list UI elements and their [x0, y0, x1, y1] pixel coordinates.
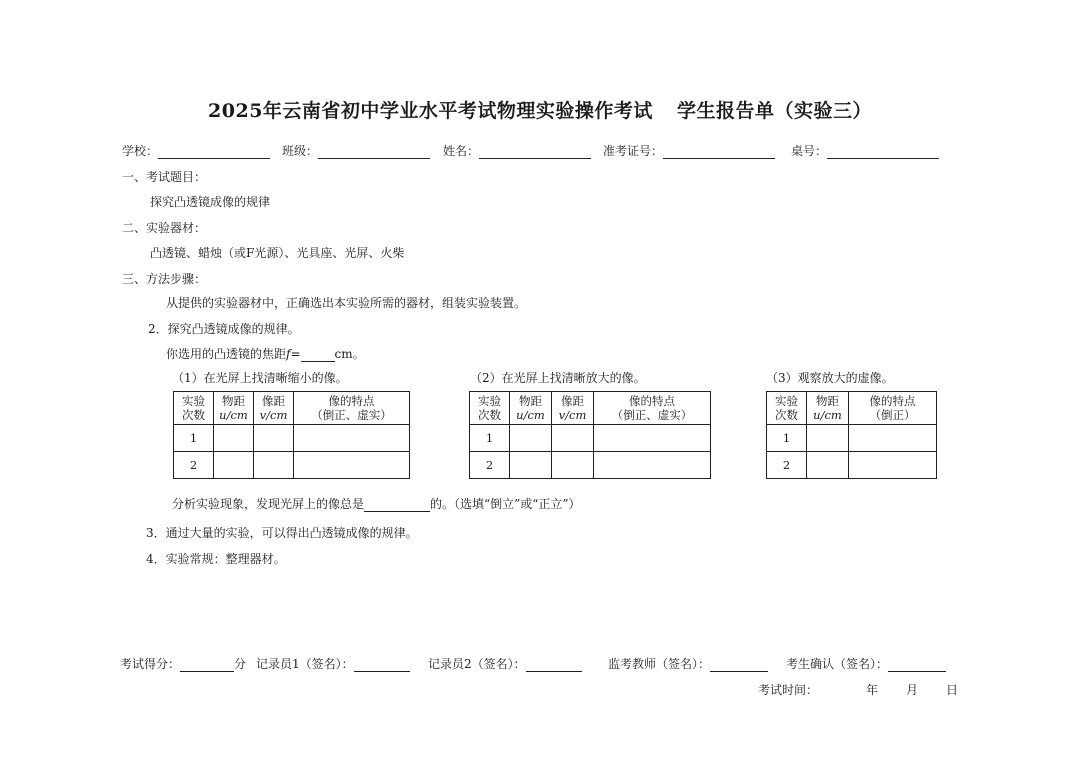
recorder2-label: 记录员2（签名）：: [428, 657, 526, 671]
exam-time-label: 考试时间：: [758, 683, 819, 697]
title-sub: 学生报告单（实验三）: [676, 100, 872, 122]
cell-input[interactable]: [594, 452, 711, 479]
student-field: [786, 655, 946, 672]
name-input-line[interactable]: [479, 145, 591, 159]
year-label: 年: [866, 683, 879, 697]
cell-input[interactable]: [594, 425, 711, 452]
desk-input-line[interactable]: [827, 145, 939, 159]
table-row: [767, 452, 937, 479]
sub3-heading: （3）观察放大的虚像。: [766, 371, 894, 385]
class-field: [282, 142, 430, 159]
sub1-heading: （1）在光屏上找清晰缩小的像。: [172, 371, 348, 385]
cell-input[interactable]: [294, 452, 410, 479]
section1-content: 探究凸透镜成像的规律: [150, 195, 271, 209]
cell-input[interactable]: [294, 425, 410, 452]
recorder2-field: [428, 655, 582, 672]
focal-eq: =: [290, 347, 301, 361]
school-input-line[interactable]: [158, 145, 270, 159]
header-image-feature: 像的特点 （倒正）: [849, 392, 937, 425]
table-header-row: [470, 392, 711, 425]
day-label: 日: [946, 683, 959, 697]
focal-var: f: [286, 347, 291, 361]
section1-heading: 一、考试题目：: [122, 170, 207, 184]
name-field: [443, 142, 591, 159]
recorder1-input-line[interactable]: [354, 658, 410, 672]
analysis-input-line[interactable]: [364, 498, 430, 512]
title-main: 2025年云南省初中学业水平考试物理实验操作考试: [208, 100, 653, 122]
recorder1-field: [256, 655, 410, 672]
score-label: 考试得分：: [120, 657, 181, 671]
school-label: 学校：: [122, 144, 159, 158]
cell-input[interactable]: [552, 452, 594, 479]
teacher-field: [608, 655, 768, 672]
table-enlarged-image: [469, 391, 711, 479]
section2-heading: 二、实验器材：: [122, 221, 207, 235]
analysis-suffix: 的。（选填“倒立”或“正立”）: [430, 497, 581, 511]
teacher-label: 监考教师（签名）：: [608, 657, 711, 671]
cell-input[interactable]: [254, 425, 294, 452]
focal-length-line: [166, 345, 365, 362]
name-label: 姓名：: [443, 144, 480, 158]
cell-input[interactable]: [807, 425, 849, 452]
analysis-line: [172, 495, 581, 512]
table-header-row: [174, 392, 410, 425]
month-label: 月: [906, 683, 919, 697]
desk-label: 桌号：: [791, 144, 828, 158]
header-image-distance: 像距 v/cm: [254, 392, 294, 425]
header-trial: 实验 次数: [470, 392, 510, 425]
focal-prefix: 你选用的凸透镜的焦距: [166, 347, 287, 361]
table-row: [470, 425, 711, 452]
cell-input[interactable]: [214, 425, 254, 452]
header-object-distance: 物距 u/cm: [807, 392, 849, 425]
header-image-distance: 像距 v/cm: [552, 392, 594, 425]
row-number: 1: [470, 425, 510, 452]
cell-input[interactable]: [849, 452, 937, 479]
sub2-heading: （2）在光屏上找清晰放大的像。: [470, 371, 646, 385]
class-input-line[interactable]: [318, 145, 430, 159]
focal-input-line[interactable]: [301, 348, 335, 362]
exam-id-input-line[interactable]: [663, 145, 775, 159]
cell-input[interactable]: [552, 425, 594, 452]
table-reduced-image: [173, 391, 410, 479]
school-field: [122, 142, 270, 159]
row-number: 1: [174, 425, 214, 452]
row-number: 2: [767, 452, 807, 479]
recorder1-label: 记录员1（签名）：: [256, 657, 354, 671]
table-row: [174, 425, 410, 452]
table-row: [470, 452, 711, 479]
row-number: 2: [174, 452, 214, 479]
cell-input[interactable]: [254, 452, 294, 479]
student-label: 考生确认（签名）：: [786, 657, 889, 671]
class-label: 班级：: [282, 144, 319, 158]
section3-heading: 三、方法步骤：: [122, 272, 207, 286]
header-trial: 实验 次数: [174, 392, 214, 425]
score-unit: 分: [234, 657, 247, 671]
step3-text: 3．通过大量的实验，可以得出凸透镜成像的规律。: [146, 526, 418, 540]
exam-id-field: [603, 142, 775, 159]
cell-input[interactable]: [807, 452, 849, 479]
step2-text: 2．探究凸透镜成像的规律。: [148, 322, 300, 336]
page-title: [0, 96, 1080, 123]
row-number: 1: [767, 425, 807, 452]
header-trial: 实验 次数: [767, 392, 807, 425]
score-field: [120, 655, 246, 672]
header-image-feature: 像的特点 （倒正、虚实）: [294, 392, 410, 425]
focal-unit: cm。: [334, 347, 365, 361]
table-header-row: [767, 392, 937, 425]
step4-text: 4．实验常规：整理器材。: [146, 552, 286, 566]
student-input-line[interactable]: [888, 658, 946, 672]
cell-input[interactable]: [510, 425, 552, 452]
desk-field: [791, 142, 939, 159]
section2-content: 凸透镜、蜡烛（或F光源）、光具座、光屏、火柴: [150, 246, 405, 260]
exam-id-label: 准考证号：: [603, 144, 664, 158]
recorder2-input-line[interactable]: [526, 658, 582, 672]
header-object-distance: 物距 u/cm: [214, 392, 254, 425]
teacher-input-line[interactable]: [710, 658, 768, 672]
analysis-prefix: 分析实验现象，发现光屏上的像总是: [172, 497, 365, 511]
header-object-distance: 物距 u/cm: [510, 392, 552, 425]
cell-input[interactable]: [214, 452, 254, 479]
table-row: [174, 452, 410, 479]
row-number: 2: [470, 452, 510, 479]
table-virtual-image: [766, 391, 937, 479]
cell-input[interactable]: [849, 425, 937, 452]
cell-input[interactable]: [510, 452, 552, 479]
score-input-line[interactable]: [180, 658, 234, 672]
step1-text: 从提供的实验器材中，正确选出本实验所需的器材，组装实验装置。: [166, 296, 527, 310]
header-image-feature: 像的特点 （倒正、虚实）: [594, 392, 711, 425]
table-row: [767, 425, 937, 452]
